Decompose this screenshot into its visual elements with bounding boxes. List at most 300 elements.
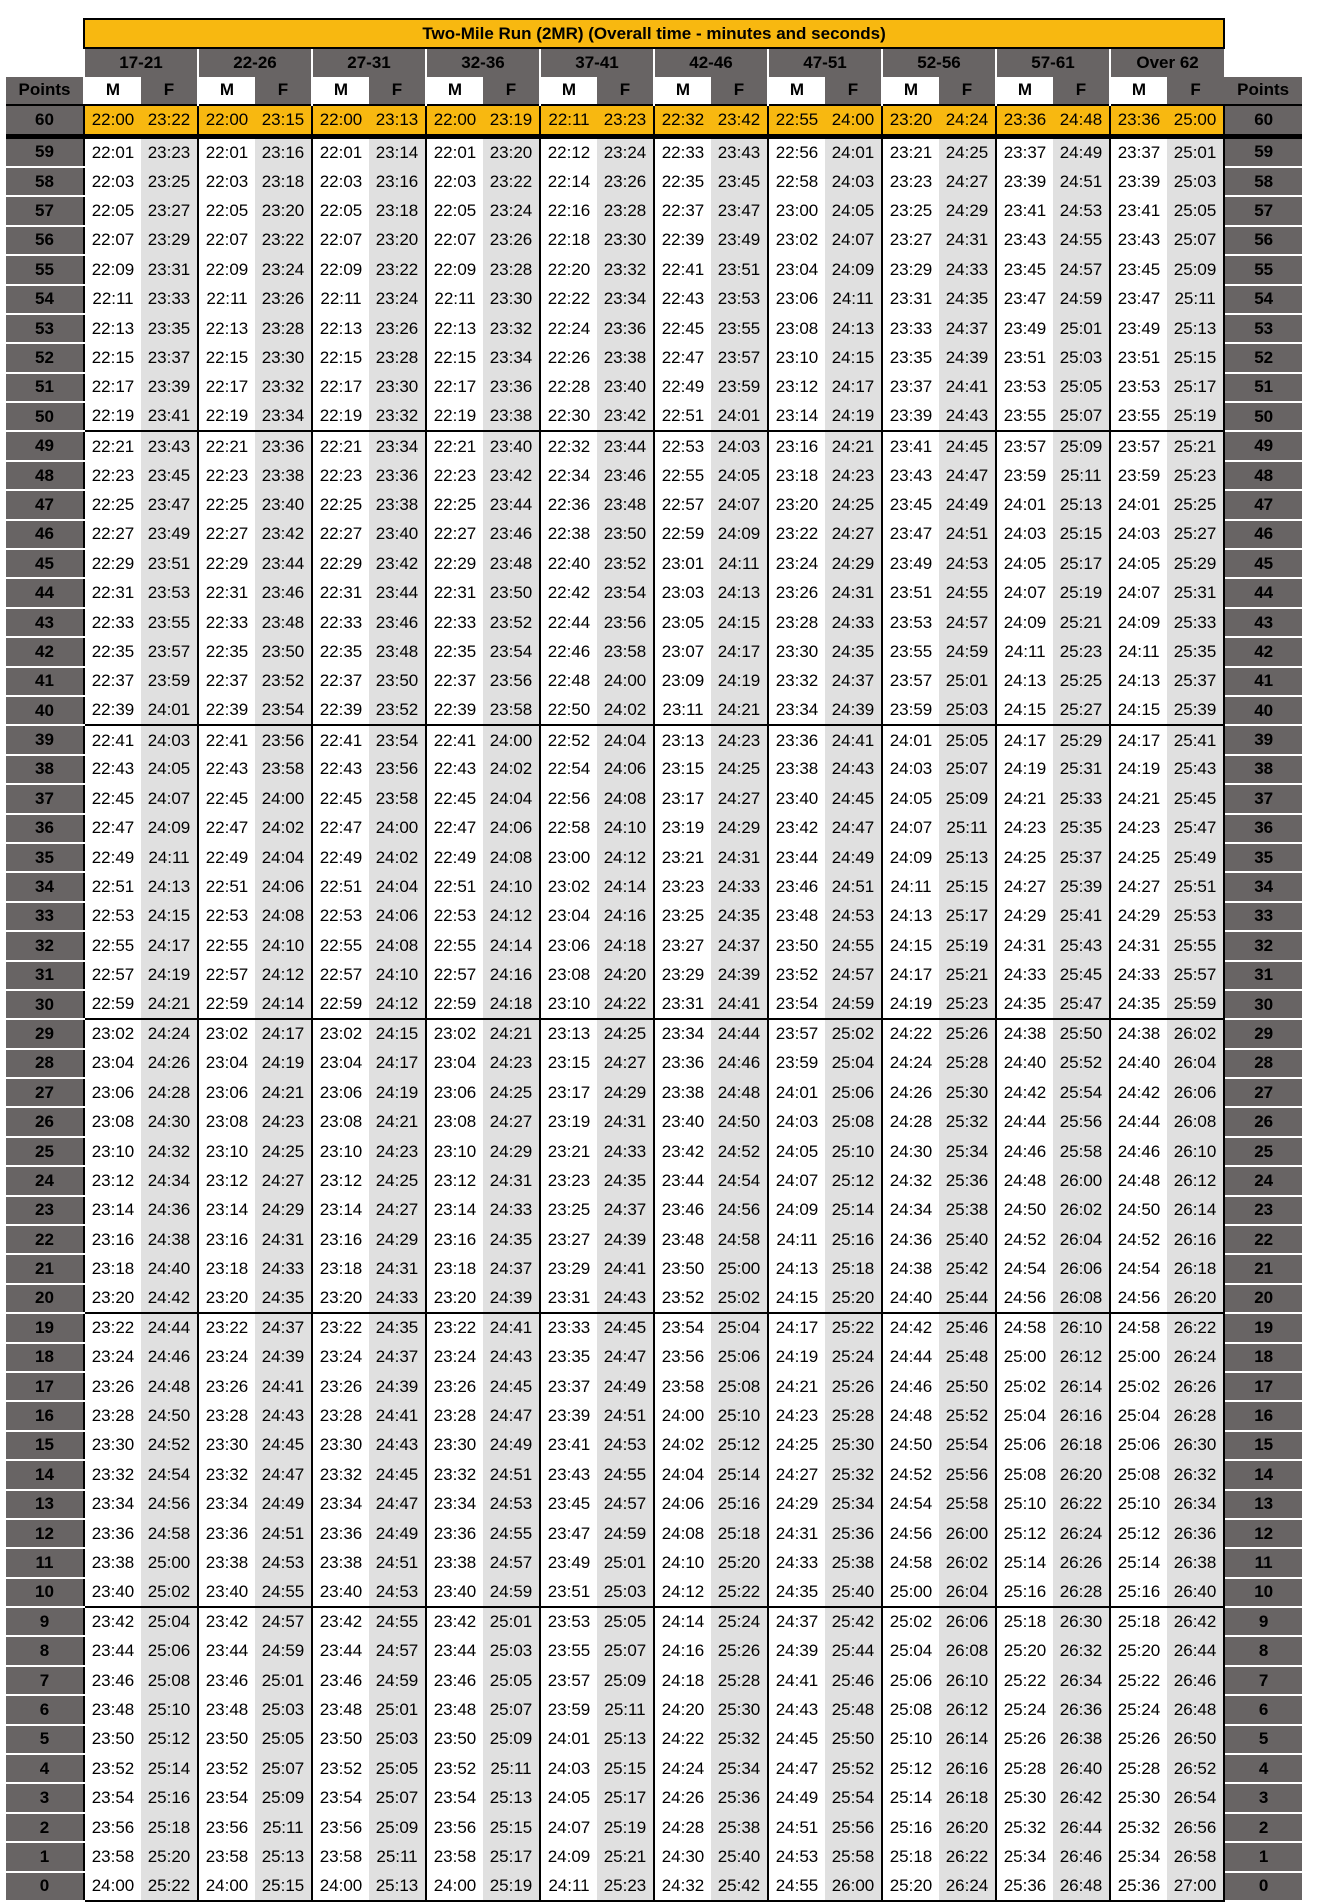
female-time-cell: 23:20 [483,136,540,167]
score-row [6,105,1302,136]
female-time-cell: 24:42 [141,1284,198,1313]
male-time-cell: 22:11 [198,285,255,314]
female-time-cell: 25:14 [711,1460,768,1489]
female-time-cell: 26:56 [1167,1813,1224,1842]
female-time-cell: 26:50 [1167,1725,1224,1754]
male-time-cell: 23:31 [654,990,711,1019]
female-time-cell: 25:18 [711,1519,768,1548]
female-time-cell: 23:56 [255,725,312,754]
female-time-cell: 24:45 [939,431,996,460]
male-time-cell: 24:11 [996,637,1053,666]
male-time-cell: 23:37 [1110,136,1167,167]
female-time-cell: 25:21 [597,1842,654,1871]
sex-header-row [6,77,1302,105]
male-time-cell: 22:54 [540,755,597,784]
female-time-cell: 25:19 [597,1813,654,1842]
male-time-cell: 25:00 [996,1343,1053,1372]
female-time-cell: 23:36 [483,373,540,402]
female-time-cell: 26:40 [1053,1754,1110,1783]
male-time-cell: 23:04 [426,1049,483,1078]
male-time-cell: 22:27 [312,520,369,549]
female-time-cell: 23:36 [255,431,312,460]
points-cell-left: 36 [6,814,84,843]
female-time-cell: 25:13 [369,1872,426,1901]
female-time-cell: 24:49 [483,1431,540,1460]
female-time-cell: 25:29 [1053,725,1110,754]
female-time-cell: 24:33 [825,608,882,637]
male-time-cell: 22:30 [540,402,597,431]
female-time-cell: 25:07 [255,1754,312,1783]
male-time-cell: 23:14 [84,1196,141,1225]
female-time-cell: 25:09 [939,784,996,813]
points-cell-left: 57 [6,196,84,225]
male-time-cell: 23:47 [996,285,1053,314]
female-time-cell: 25:12 [711,1431,768,1460]
male-time-cell: 24:07 [882,814,939,843]
male-time-cell: 24:48 [882,1401,939,1430]
female-time-cell: 25:37 [1167,667,1224,696]
male-time-cell: 22:09 [426,255,483,284]
male-time-cell: 25:06 [882,1666,939,1695]
female-time-cell: 25:13 [1053,490,1110,519]
male-time-cell: 24:27 [996,872,1053,901]
age-group-header: 32-36 [426,48,540,76]
male-time-cell: 23:23 [882,167,939,196]
female-time-cell: 24:18 [483,990,540,1019]
male-time-cell: 22:35 [312,637,369,666]
male-time-cell: 23:50 [654,1254,711,1283]
male-time-cell: 24:56 [882,1519,939,1548]
score-row [6,1813,1302,1842]
female-time-cell: 25:35 [1167,637,1224,666]
female-time-cell: 23:52 [597,549,654,578]
female-time-cell: 25:08 [711,1372,768,1401]
male-time-cell: 22:17 [426,373,483,402]
male-time-cell: 23:57 [996,431,1053,460]
points-cell-left: 10 [6,1578,84,1607]
male-time-cell: 24:49 [768,1783,825,1812]
male-time-cell: 24:00 [426,1872,483,1901]
female-time-cell: 24:56 [141,1490,198,1519]
male-time-cell: 23:14 [768,402,825,431]
male-time-cell: 22:05 [198,196,255,225]
female-time-cell: 25:30 [939,1078,996,1107]
male-time-cell: 24:00 [312,1872,369,1901]
points-cell-right: 60 [1224,105,1302,136]
points-cell-right: 12 [1224,1519,1302,1548]
female-time-cell: 23:59 [141,667,198,696]
male-time-cell: 22:19 [198,402,255,431]
male-time-cell: 22:53 [312,902,369,931]
female-time-cell: 26:44 [1167,1636,1224,1665]
female-time-cell: 23:24 [483,196,540,225]
male-time-cell: 22:11 [426,285,483,314]
male-time-cell: 24:13 [996,667,1053,696]
male-time-cell: 25:24 [1110,1695,1167,1724]
female-time-cell: 25:00 [711,1254,768,1283]
female-time-cell: 26:42 [1167,1607,1224,1636]
male-time-cell: 24:31 [1110,931,1167,960]
male-time-cell: 24:25 [1110,843,1167,872]
female-time-cell: 25:03 [369,1725,426,1754]
female-time-cell: 26:20 [1167,1284,1224,1313]
female-time-cell: 24:02 [255,814,312,843]
points-cell-left: 56 [6,226,84,255]
male-time-cell: 24:46 [1110,1137,1167,1166]
female-time-cell: 24:35 [255,1284,312,1313]
points-cell-right: 33 [1224,902,1302,931]
male-time-cell: 23:46 [312,1666,369,1695]
male-time-cell: 23:41 [540,1431,597,1460]
points-header-left: Points [6,77,84,105]
male-time-cell: 24:05 [882,784,939,813]
female-time-cell: 24:55 [369,1607,426,1636]
female-time-cell: 25:15 [483,1813,540,1842]
male-time-cell: 23:54 [426,1783,483,1812]
male-time-cell: 24:03 [1110,520,1167,549]
female-time-cell: 24:22 [597,990,654,1019]
female-time-cell: 25:26 [939,1019,996,1048]
male-time-cell: 24:15 [1110,696,1167,725]
female-time-cell: 24:19 [141,961,198,990]
female-time-cell: 26:44 [1053,1813,1110,1842]
male-time-cell: 23:32 [84,1460,141,1489]
female-time-cell: 24:50 [141,1401,198,1430]
male-time-cell: 23:25 [654,902,711,931]
male-time-cell: 22:17 [312,373,369,402]
male-time-cell: 25:16 [996,1578,1053,1607]
male-time-cell: 22:56 [540,784,597,813]
male-time-cell: 24:10 [654,1548,711,1577]
female-time-cell: 26:22 [1053,1490,1110,1519]
female-time-cell: 23:22 [369,255,426,284]
male-time-cell: 24:24 [654,1754,711,1783]
female-time-cell: 25:11 [597,1695,654,1724]
female-time-cell: 24:25 [369,1166,426,1195]
male-time-cell: 23:08 [540,961,597,990]
male-time-cell: 23:36 [1110,105,1167,136]
female-time-cell: 25:42 [939,1254,996,1283]
female-time-cell: 23:19 [483,105,540,136]
male-column-header: M [312,77,369,105]
male-time-cell: 23:44 [426,1636,483,1665]
male-time-cell: 22:35 [84,637,141,666]
female-column-header: F [255,77,312,105]
female-time-cell: 24:37 [597,1196,654,1225]
female-time-cell: 24:09 [711,520,768,549]
female-time-cell: 25:20 [141,1842,198,1871]
male-time-cell: 22:26 [540,343,597,372]
male-time-cell: 23:18 [312,1254,369,1283]
male-time-cell: 25:12 [1110,1519,1167,1548]
female-time-cell: 24:33 [483,1196,540,1225]
female-time-cell: 23:54 [597,578,654,607]
male-time-cell: 23:32 [312,1460,369,1489]
female-time-cell: 23:42 [597,402,654,431]
female-time-cell: 24:54 [141,1460,198,1489]
male-time-cell: 22:03 [312,167,369,196]
female-time-cell: 23:59 [711,373,768,402]
female-time-cell: 24:25 [825,490,882,519]
points-cell-left: 11 [6,1548,84,1577]
female-time-cell: 24:15 [141,902,198,931]
male-time-cell: 23:58 [312,1842,369,1871]
points-cell-left: 55 [6,255,84,284]
male-time-cell: 23:59 [540,1695,597,1724]
male-time-cell: 24:12 [654,1578,711,1607]
male-time-cell: 24:17 [768,1313,825,1342]
male-time-cell: 25:06 [1110,1431,1167,1460]
female-time-cell: 24:57 [1053,255,1110,284]
female-time-cell: 25:07 [597,1636,654,1665]
female-time-cell: 23:44 [483,490,540,519]
male-time-cell: 22:00 [426,105,483,136]
female-time-cell: 26:00 [939,1519,996,1548]
female-time-cell: 26:48 [1053,1872,1110,1901]
male-time-cell: 22:14 [540,167,597,196]
male-time-cell: 23:52 [198,1754,255,1783]
points-cell-left: 31 [6,961,84,990]
male-time-cell: 23:38 [198,1548,255,1577]
female-time-cell: 23:20 [369,226,426,255]
male-time-cell: 24:31 [996,931,1053,960]
female-time-cell: 25:05 [939,725,996,754]
male-time-cell: 23:10 [540,990,597,1019]
female-time-cell: 23:31 [141,255,198,284]
female-time-cell: 25:15 [597,1754,654,1783]
female-time-cell: 24:39 [597,1225,654,1254]
points-cell-right: 40 [1224,696,1302,725]
male-time-cell: 24:48 [1110,1166,1167,1195]
female-time-cell: 24:07 [825,226,882,255]
female-time-cell: 25:36 [825,1519,882,1548]
female-time-cell: 24:55 [255,1578,312,1607]
female-time-cell: 25:32 [939,1107,996,1136]
female-time-cell: 24:09 [825,255,882,284]
female-time-cell: 25:56 [939,1460,996,1489]
points-cell-right: 55 [1224,255,1302,284]
male-time-cell: 23:24 [198,1343,255,1372]
male-time-cell: 23:50 [312,1725,369,1754]
score-row [6,343,1302,372]
male-time-cell: 24:35 [768,1578,825,1607]
title-row [6,19,1302,48]
male-time-cell: 24:33 [768,1548,825,1577]
female-time-cell: 25:21 [939,961,996,990]
male-time-cell: 24:38 [1110,1019,1167,1048]
female-time-cell: 25:16 [711,1490,768,1519]
female-time-cell: 24:35 [369,1313,426,1342]
male-time-cell: 23:20 [426,1284,483,1313]
male-time-cell: 22:27 [426,520,483,549]
male-time-cell: 23:10 [768,343,825,372]
female-time-cell: 24:24 [939,105,996,136]
female-time-cell: 26:42 [1053,1783,1110,1812]
female-time-cell: 25:36 [939,1166,996,1195]
female-time-cell: 24:51 [597,1401,654,1430]
points-header-right: Points [1224,77,1302,105]
female-time-cell: 25:20 [711,1548,768,1577]
female-time-cell: 24:38 [141,1225,198,1254]
points-cell-left: 4 [6,1754,84,1783]
score-row [6,402,1302,431]
male-time-cell: 22:37 [312,667,369,696]
female-time-cell: 24:46 [141,1343,198,1372]
female-time-cell: 24:41 [369,1401,426,1430]
female-time-cell: 25:05 [483,1666,540,1695]
male-time-cell: 23:49 [540,1548,597,1577]
score-row [6,1725,1302,1754]
points-cell-left: 51 [6,373,84,402]
score-row [6,1137,1302,1166]
female-time-cell: 23:14 [369,136,426,167]
score-row [6,1548,1302,1577]
female-time-cell: 26:36 [1053,1695,1110,1724]
female-time-cell: 25:11 [1167,285,1224,314]
female-time-cell: 25:01 [369,1695,426,1724]
male-time-cell: 25:04 [882,1636,939,1665]
male-time-cell: 25:00 [882,1578,939,1607]
points-cell-right: 11 [1224,1548,1302,1577]
female-time-cell: 26:58 [1167,1842,1224,1871]
male-time-cell: 22:29 [198,549,255,578]
female-time-cell: 23:32 [597,255,654,284]
male-time-cell: 23:16 [312,1225,369,1254]
male-time-cell: 22:17 [84,373,141,402]
male-time-cell: 23:41 [882,431,939,460]
score-row [6,667,1302,696]
male-time-cell: 23:08 [312,1107,369,1136]
points-cell-right: 19 [1224,1313,1302,1342]
male-time-cell: 24:35 [1110,990,1167,1019]
male-time-cell: 22:57 [198,961,255,990]
male-time-cell: 24:43 [768,1695,825,1724]
female-time-cell: 25:47 [1167,814,1224,843]
score-row [6,1049,1302,1078]
male-time-cell: 23:04 [198,1049,255,1078]
points-cell-left: 13 [6,1490,84,1519]
male-time-cell: 23:12 [768,373,825,402]
score-row [6,461,1302,490]
female-time-cell: 26:06 [1053,1254,1110,1283]
female-time-cell: 25:07 [369,1783,426,1812]
male-time-cell: 24:46 [882,1372,939,1401]
female-time-cell: 23:18 [369,196,426,225]
female-time-cell: 23:54 [483,637,540,666]
male-time-cell: 23:48 [426,1695,483,1724]
male-time-cell: 23:23 [540,1166,597,1195]
female-time-cell: 24:00 [825,105,882,136]
female-time-cell: 23:49 [711,226,768,255]
male-time-cell: 23:09 [654,667,711,696]
points-cell-right: 51 [1224,373,1302,402]
female-time-cell: 26:02 [1167,1019,1224,1048]
male-time-cell: 23:59 [1110,461,1167,490]
age-group-header: 37-41 [540,48,654,76]
male-time-cell: 23:28 [84,1401,141,1430]
female-time-cell: 25:01 [597,1548,654,1577]
male-time-cell: 23:57 [540,1666,597,1695]
male-time-cell: 24:29 [768,1490,825,1519]
points-cell-left: 18 [6,1343,84,1372]
female-time-cell: 24:35 [711,902,768,931]
female-time-cell: 24:14 [597,872,654,901]
male-time-cell: 23:36 [996,105,1053,136]
female-time-cell: 24:20 [597,961,654,990]
points-cell-left: 50 [6,402,84,431]
male-column-header: M [426,77,483,105]
male-time-cell: 23:43 [882,461,939,490]
female-time-cell: 24:49 [255,1490,312,1519]
score-row [6,549,1302,578]
female-time-cell: 25:32 [825,1460,882,1489]
male-time-cell: 23:10 [84,1137,141,1166]
female-time-cell: 25:58 [825,1842,882,1871]
male-time-cell: 24:54 [1110,1254,1167,1283]
points-cell-right: 36 [1224,814,1302,843]
male-time-cell: 23:48 [768,902,825,931]
female-time-cell: 25:45 [1053,961,1110,990]
male-time-cell: 22:13 [84,314,141,343]
female-time-cell: 26:14 [1053,1372,1110,1401]
male-time-cell: 24:19 [996,755,1053,784]
male-time-cell: 23:53 [882,608,939,637]
male-time-cell: 24:02 [654,1431,711,1460]
male-time-cell: 23:49 [996,314,1053,343]
points-cell-right: 41 [1224,667,1302,696]
points-cell-right: 23 [1224,1196,1302,1225]
male-time-cell: 24:03 [882,755,939,784]
female-time-cell: 26:06 [1167,1078,1224,1107]
female-time-cell: 24:53 [597,1431,654,1460]
male-time-cell: 24:37 [768,1607,825,1636]
male-time-cell: 23:46 [198,1666,255,1695]
male-time-cell: 23:30 [768,637,825,666]
male-time-cell: 24:42 [882,1313,939,1342]
male-time-cell: 22:21 [312,431,369,460]
female-time-cell: 24:04 [597,725,654,754]
male-time-cell: 23:15 [654,755,711,784]
male-time-cell: 22:41 [198,725,255,754]
female-time-cell: 25:34 [825,1490,882,1519]
female-time-cell: 25:44 [825,1636,882,1665]
male-time-cell: 24:06 [654,1490,711,1519]
male-time-cell: 24:00 [654,1401,711,1430]
male-time-cell: 23:50 [84,1725,141,1754]
score-row [6,1225,1302,1254]
points-cell-right: 14 [1224,1460,1302,1489]
female-time-cell: 26:20 [1053,1460,1110,1489]
male-time-cell: 22:55 [426,931,483,960]
female-time-cell: 24:23 [711,725,768,754]
score-row [6,1519,1302,1548]
female-time-cell: 24:43 [369,1431,426,1460]
female-time-cell: 24:08 [369,931,426,960]
score-row [6,961,1302,990]
female-time-cell: 25:03 [939,696,996,725]
female-time-cell: 25:34 [939,1137,996,1166]
female-time-cell: 23:46 [255,578,312,607]
male-time-cell: 24:31 [768,1519,825,1548]
male-time-cell: 23:24 [312,1343,369,1372]
male-time-cell: 23:44 [654,1166,711,1195]
points-cell-right: 27 [1224,1078,1302,1107]
female-time-cell: 24:12 [255,961,312,990]
female-time-cell: 24:23 [255,1107,312,1136]
male-time-cell: 23:34 [84,1490,141,1519]
male-time-cell: 23:48 [312,1695,369,1724]
male-time-cell: 23:16 [768,431,825,460]
